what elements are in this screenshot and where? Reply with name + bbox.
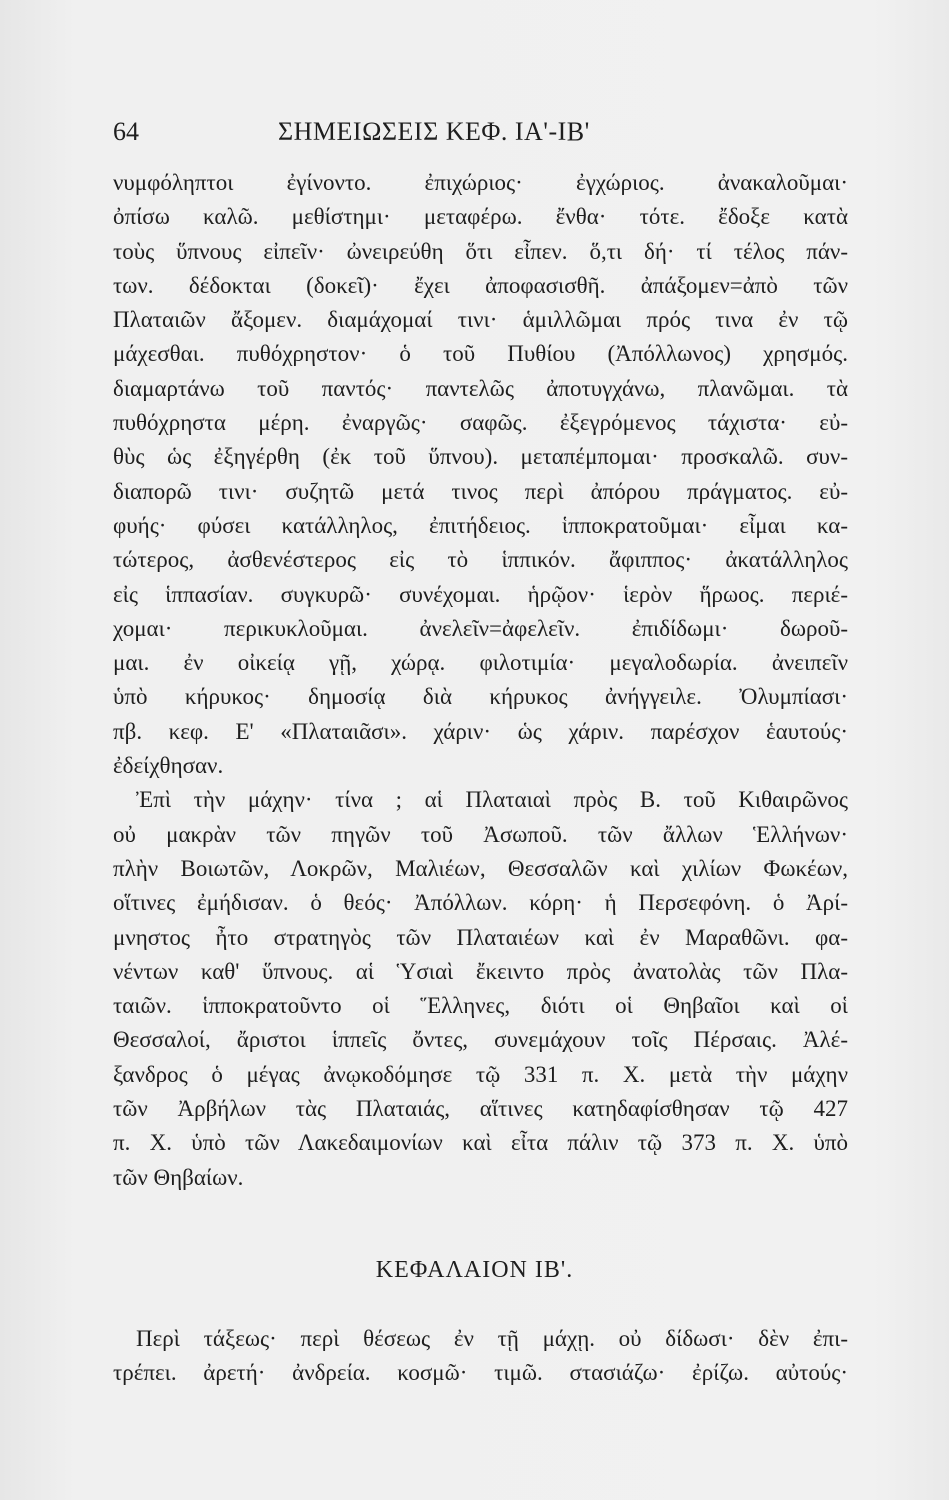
text-line: διαπορῶ τινι· συζητῶ μετά τινος περὶ ἀπόρου πράγματος. εὐ- [113,478,848,504]
text-line: μαι. ἐν οἰκείᾳ γῇ, χώρᾳ. φιλοτιμία· μεγαλοδωρία. ἀνειπεῖν [113,650,848,676]
text-line: μνηστος ἦτο στρατηγὸς τῶν Πλαταιέων καὶ ἐν Μαραθῶνι. φα- [113,924,848,950]
text-line: Περὶ τάξεως· περὶ θέσεως ἐν τῇ μάχῃ. οὐ δίδωσι· δὲν ἐπι- [136,1326,848,1351]
text-line: οἵτινες ἐμήδισαν. ὁ θεός· Ἀπόλλων. κόρη· ἡ Περσεφόνη. ὁ Ἀρί- [113,890,848,916]
text-line: φυής· φύσει κατάλληλος, ἐπιτήδειος. ἱπποκρατοῦμαι· εἶμαι κα- [113,512,848,538]
text-line: τώτερος, ἀσθενέστερος εἰς τὸ ἱππικόν. ἄφιππος· ἀκατάλληλος [113,547,848,573]
text-line: ξανδρος ὁ μέγας ἀνῳκοδόμησε τῷ 331 π. Χ. μετὰ τὴν μάχην [113,1061,848,1087]
text-line: τῶν Ἀρβήλων τὰς Πλαταιάς, αἵτινες κατηδαφίσθησαν τῷ 427 [113,1096,848,1122]
text-line: χομαι· περικυκλοῦμαι. ἀνελεῖν=ἀφελεῖν. ἐπιδίδωμι· δωροῦ- [113,615,848,641]
text-line: νέντων καθ' ὕπνους. αἱ Ὑσιαὶ ἔκειντο πρὸς ἀνατολὰς τῶν Πλα- [113,958,848,984]
text-line: ὑπὸ κήρυκος· δημοσίᾳ διὰ κήρυκος ἀνήγγειλε. Ὀλυμπίασι· [113,684,848,710]
running-head: ΣΗΜΕΙΩΣΕΙΣ ΚΕΦ. ΙΑ'-ΙΒ' [278,117,590,146]
text-line: τρέπει. ἀρετή· ἀνδρεία. κοσμῶ· τιμῶ. στασιάζω· ἐρίζω. αὐτούς· [113,1360,848,1386]
text-line: πλὴν Βοιωτῶν, Λοκρῶν, Μαλιέων, Θεσσαλῶν καὶ χιλίων Φωκέων, [113,855,848,881]
text-line: ἐδείχθησαν. [113,753,224,779]
text-line: πυθόχρηστα μέρη. ἐναργῶς· σαφῶς. ἐξεγρόμενος τάχιστα· εὐ- [113,410,848,436]
text-line: διαμαρτάνω τοῦ παντός· παντελῶς ἀποτυγχάνω, πλανῶμαι. τὰ [113,375,848,401]
chapter-title: ΚΕΦΑΛΑΙΟΝ ΙΒ'. [375,1257,574,1283]
text-line: πβ. κεφ. Ε' «Πλαταιᾶσι». χάριν· ὡς χάριν. παρέσχον ἑαυτούς· [113,718,848,744]
text-line: ὀπίσω καλῶ. μεθίστημι· μεταφέρω. ἔνθα· τότε. ἔδοξε κατὰ [113,204,848,230]
text-line: Θεσσαλοί, ἄριστοι ἱππεῖς ὄντες, συνεμάχουν τοῖς Πέρσαις. Ἀλέ- [113,1027,848,1053]
text-line: π. Χ. ὑπὸ τῶν Λακεδαιμονίων καὶ εἶτα πάλιν τῷ 373 π. Χ. ὑπὸ [113,1130,848,1156]
text-line: τῶν Θηβαίων. [113,1164,244,1190]
text-line: ταιῶν. ἱπποκρατοῦντο οἱ Ἕλληνες, διότι οἱ Θηβαῖοι καὶ οἱ [113,993,848,1019]
text-line: τοὺς ὕπνους εἰπεῖν· ὠνειρεύθη ὅτι εἶπεν. ὅ,τι δή· τί τέλος πάν- [113,238,848,264]
text-line: εἰς ἱππασίαν. συγκυρῶ· συνέχομαι. ἡρῷον· ἱερὸν ἥρωος. περιέ- [113,581,848,607]
page-number: 64 [113,117,139,146]
text-line: νυμφόληπτοι ἐγίνοντο. ἐπιχώριος· ἐγχώριος. ἀνακαλοῦμαι· [113,170,848,195]
text-line: οὐ μακρὰν τῶν πηγῶν τοῦ Ἀσωποῦ. τῶν ἄλλων Ἑλλήνων· [113,821,848,847]
text-line: μάχεσθαι. πυθόχρηστον· ὁ τοῦ Πυθίου (Ἀπόλλωνος) χρησμός. [113,341,848,367]
text-line: των. δέδοκται (δοκεῖ)· ἔχει ἀποφασισθῆ. ἀπάξομεν=ἀπὸ τῶν [113,272,848,298]
text-line: Πλαταιῶν ἄξομεν. διαμάχομαί τινι· ἁμιλλῶμαι πρός τινα ἐν τῷ [113,307,848,333]
text-line: θὺς ὡς ἐξηγέρθη (ἐκ τοῦ ὕπνου). μεταπέμπομαι· προσκαλῶ. συν- [113,444,848,470]
notes-body [113,166,848,1195]
text-line: Ἐπὶ τὴν μάχην· τίνα ; αἱ Πλαταιαὶ πρὸς Β. τοῦ Κιθαιρῶνος [136,787,848,813]
page-header [113,112,843,152]
chapter-notes [113,1322,848,1391]
